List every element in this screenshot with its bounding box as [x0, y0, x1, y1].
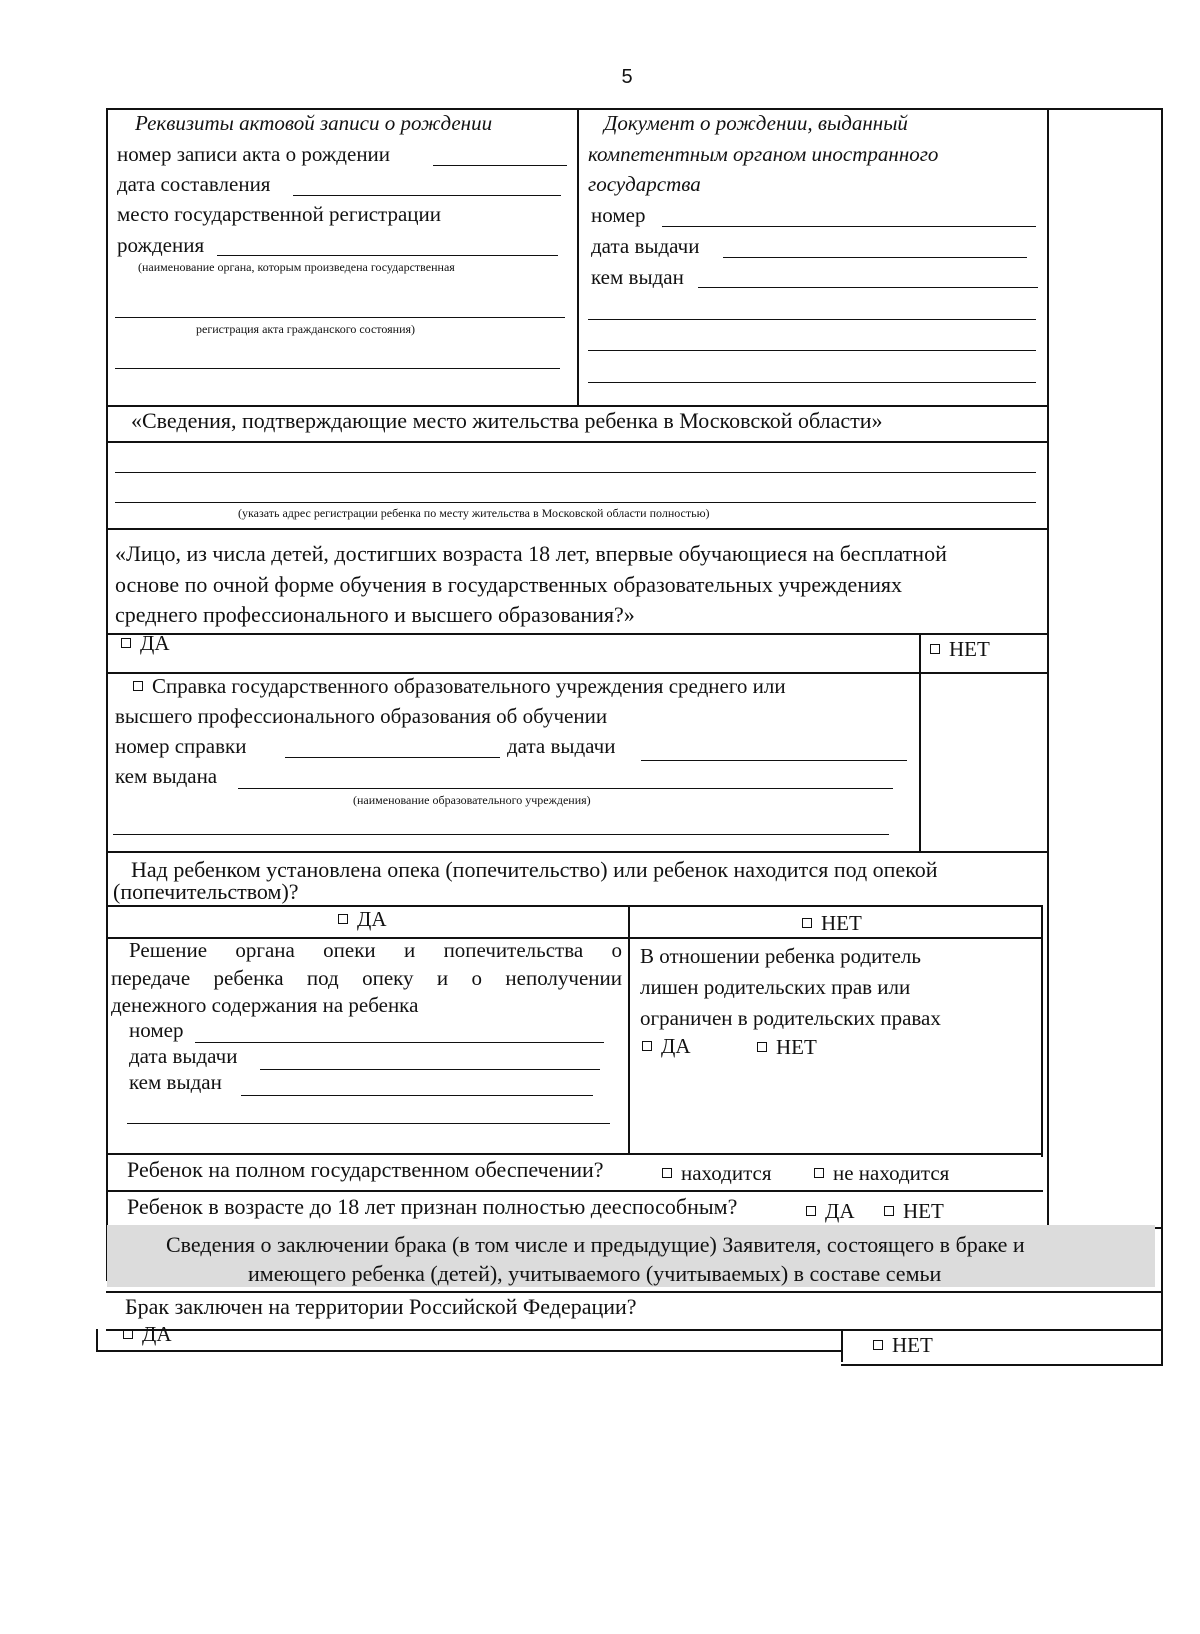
birth-record-date-field[interactable]: [293, 195, 561, 196]
capacity-no-label: НЕТ: [903, 1199, 944, 1223]
guardian-date-field[interactable]: [260, 1069, 600, 1070]
table-outer-right-border: [1161, 108, 1163, 1366]
guardian-line-2[interactable]: [127, 1123, 610, 1124]
checkbox-icon: [873, 1340, 883, 1350]
birth-record-number-field[interactable]: [433, 165, 567, 166]
capacity-no-checkbox[interactable]: [884, 1196, 944, 1226]
birth-record-hint-1: (наименование органа, которым произведена государственная: [138, 260, 455, 274]
foreign-doc-date-label: дата выдачи: [591, 234, 700, 258]
divider-residence-lines-top: [106, 441, 1049, 443]
checkbox-icon: [884, 1206, 894, 1216]
birth-record-hint-2: регистрация акта гражданского состояния): [196, 322, 416, 336]
table-bottom-right: [841, 1364, 1163, 1366]
checkbox-icon: [930, 644, 940, 654]
foreign-doc-date-field[interactable]: [723, 257, 1027, 258]
checkbox-icon: [642, 1041, 652, 1051]
checkbox-icon: [802, 918, 812, 928]
marriage-yes-checkbox[interactable]: [123, 1319, 172, 1349]
marriage-question: Брак заключен на территории Российской Федерации?: [125, 1294, 637, 1319]
student-yes-checkbox[interactable]: [121, 628, 170, 658]
student-cert-issued-by-field[interactable]: [238, 788, 893, 789]
table-left-border: [106, 108, 108, 1281]
capacity-yes-label: ДА: [825, 1199, 855, 1223]
student-cert-line-2[interactable]: [113, 834, 889, 835]
marriage-yes-label: ДА: [142, 1322, 172, 1346]
guardian-number-field[interactable]: [195, 1042, 604, 1043]
guardian-question-2: (попечительством)?: [113, 879, 299, 904]
checkbox-icon: [662, 1168, 672, 1178]
table-bottom-left: [96, 1350, 842, 1352]
table-bottom-left-border: [96, 1329, 98, 1351]
capacity-yes-checkbox[interactable]: [806, 1196, 855, 1226]
student-question-1: «Лицо, из числа детей, достигших возраста 18 лет, впервые обучающиеся на бесплатной: [115, 541, 947, 566]
page-number: 5: [621, 66, 633, 88]
guardian-no-checkbox[interactable]: [802, 908, 862, 938]
marriage-header-2: имеющего ребенка (детей), учитываемого (учитываемых) в составе семьи: [248, 1261, 942, 1286]
foreign-doc-line-4[interactable]: [588, 382, 1036, 383]
student-cert-number-label: номер справки: [115, 734, 247, 758]
guardian-decision-3: денежного содержания на ребенка: [111, 993, 419, 1017]
birth-record-place-field[interactable]: [217, 255, 558, 256]
checkbox-icon: [121, 638, 131, 648]
checkbox-icon: [133, 681, 143, 691]
birth-col-divider: [577, 108, 579, 406]
parent-rights-3: ограничен в родительских правах: [640, 1006, 941, 1030]
divider-student-top: [106, 528, 1049, 530]
parent-rights-no-checkbox[interactable]: [757, 1032, 817, 1062]
capacity-question: Ребенок в возрасте до 18 лет признан полностью дееспособным?: [127, 1194, 738, 1219]
parent-rights-2: лишен родительских прав или: [640, 975, 911, 999]
birth-record-place-label-2: рождения: [117, 233, 205, 257]
guardian-date-label: дата выдачи: [129, 1044, 238, 1068]
guardian-decision-1: Решение органа опеки и попечительства о: [129, 938, 622, 962]
checkbox-icon: [338, 914, 348, 924]
residence-address-line-2[interactable]: [115, 502, 1036, 503]
foreign-doc-number-label: номер: [591, 203, 646, 227]
birth-record-date-label: дата составления: [117, 172, 271, 196]
marriage-no-label: НЕТ: [892, 1333, 933, 1357]
student-no-label: НЕТ: [949, 637, 990, 661]
checkbox-icon: [123, 1329, 133, 1339]
birth-record-number-label: номер записи акта о рождении: [117, 142, 391, 166]
student-no-checkbox[interactable]: [930, 634, 990, 664]
guardian-right-border: [1041, 905, 1043, 1157]
parent-rights-yes-label: ДА: [661, 1034, 691, 1058]
residence-title: «Сведения, подтверждающие место жительства ребенка в Московской области»: [131, 408, 883, 433]
state-support-yes-label: находится: [681, 1161, 772, 1185]
state-support-no-checkbox[interactable]: [814, 1158, 949, 1188]
divider-guardian-top: [106, 851, 1049, 853]
residence-hint: (указать адрес регистрации ребенка по месту жительства в Московской области полностью): [238, 506, 710, 520]
birth-record-place-line-3[interactable]: [115, 368, 560, 369]
divider-student-yesno-top: [106, 633, 1049, 635]
parent-rights-no-label: НЕТ: [776, 1035, 817, 1059]
student-cert-date-label: дата выдачи: [507, 734, 616, 758]
foreign-doc-title-2: компетентным органом иностранного: [588, 142, 939, 166]
foreign-doc-line-3[interactable]: [588, 350, 1036, 351]
checkbox-icon: [757, 1042, 767, 1052]
guardian-decision-2: передаче ребенка под опеку и о неполучении: [111, 966, 622, 990]
parent-rights-1: В отношении ребенка родитель: [640, 944, 921, 968]
state-support-no-label: не находится: [833, 1161, 950, 1185]
parent-rights-yes-checkbox[interactable]: [642, 1031, 691, 1061]
student-question-2: основе по очной форме обучения в государственных образовательных учреждениях: [115, 572, 902, 597]
checkbox-icon: [814, 1168, 824, 1178]
student-yes-label: ДА: [140, 631, 170, 655]
student-certificate-checkbox[interactable]: [133, 671, 786, 701]
student-cert-hint: (наименование образовательного учреждения): [353, 793, 591, 807]
foreign-doc-title-3: государства: [588, 172, 701, 196]
marriage-header-1: Сведения о заключении брака (в том числе и предыдущие) Заявителя, состоящего в браке и: [166, 1232, 1025, 1257]
foreign-doc-issued-by-field[interactable]: [698, 287, 1038, 288]
student-cert-number-field[interactable]: [285, 757, 500, 758]
guardian-number-label: номер: [129, 1018, 184, 1042]
guardian-issued-by-field[interactable]: [241, 1095, 593, 1096]
birth-record-place-line-2[interactable]: [115, 317, 565, 318]
birth-record-title: Реквизиты актовой записи о рождении: [135, 111, 493, 135]
state-support-yes-checkbox[interactable]: [662, 1158, 772, 1188]
student-cert-date-field[interactable]: [641, 760, 907, 761]
student-col-divider: [919, 633, 921, 852]
foreign-doc-title-1: Документ о рождении, выданный: [604, 111, 908, 135]
student-certificate-label-1: Справка государственного образовательного учреждения среднего или: [152, 674, 786, 698]
guardian-question-1: Над ребенком установлена опека (попечительство) или ребенок находится под опекой: [131, 857, 938, 882]
student-question-3: среднего профессионального и высшего образования?»: [115, 602, 635, 627]
foreign-doc-issued-by-label: кем выдан: [591, 265, 684, 289]
student-cert-issued-by-label: кем выдана: [115, 764, 218, 788]
table-inner-right-border: [1047, 108, 1049, 1230]
checkbox-icon: [806, 1206, 816, 1216]
residence-address-line-1[interactable]: [115, 472, 1036, 473]
birth-record-place-label-1: место государственной регистрации: [117, 202, 441, 226]
guardian-yes-label: ДА: [357, 907, 387, 931]
foreign-doc-line-2[interactable]: [588, 319, 1036, 320]
marriage-col-divider: [841, 1329, 843, 1362]
student-certificate-label-2: высшего профессионального образования об обучении: [115, 704, 608, 728]
state-support-question: Ребенок на полном государственном обеспечении?: [127, 1157, 604, 1182]
guardian-no-label: НЕТ: [821, 911, 862, 935]
foreign-doc-number-field[interactable]: [662, 226, 1036, 227]
guardian-col-divider: [628, 905, 630, 1155]
guardian-yes-checkbox[interactable]: [338, 904, 387, 934]
marriage-no-checkbox[interactable]: [873, 1330, 933, 1360]
guardian-issued-by-label: кем выдан: [129, 1070, 222, 1094]
divider-marriage-yesno-top: [106, 1329, 1162, 1331]
